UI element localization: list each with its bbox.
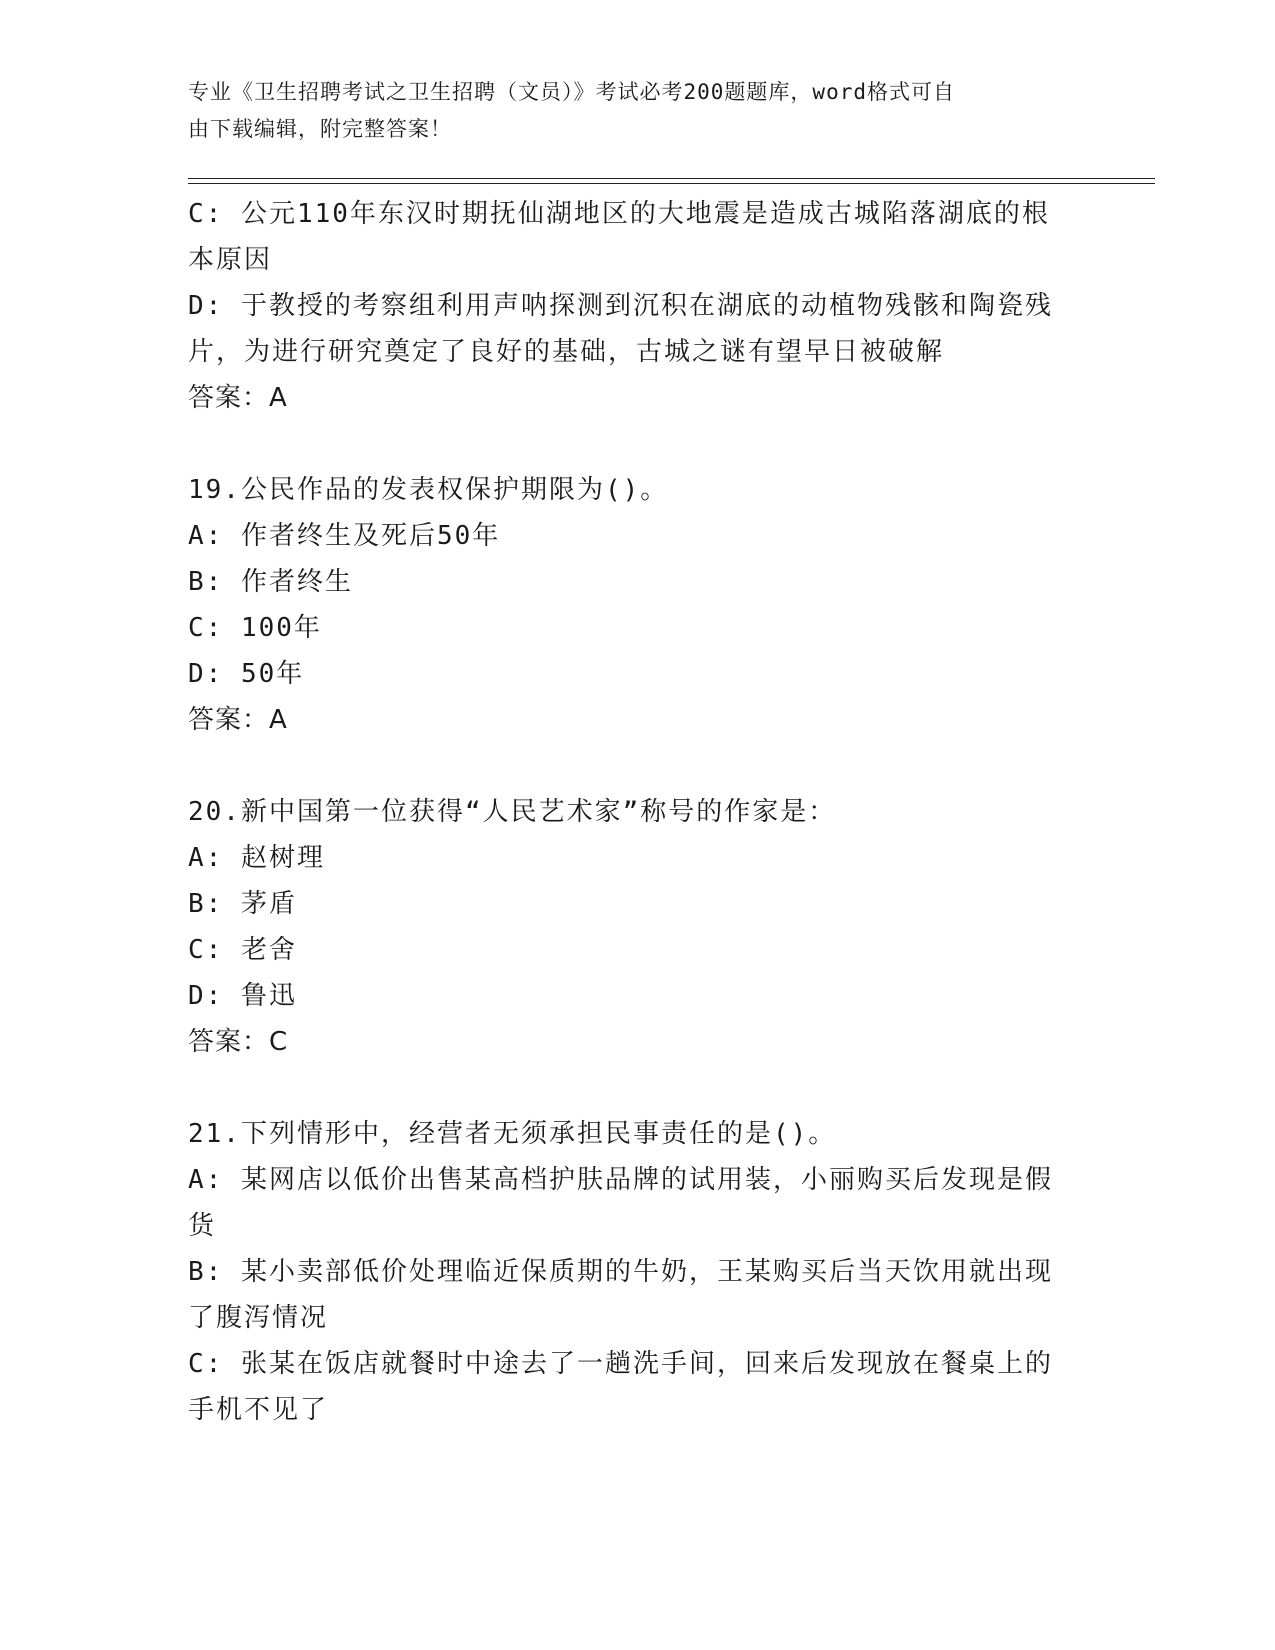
spacer xyxy=(188,743,1078,789)
header-title-line-2: 由下载编辑，附完整答案！ xyxy=(188,117,452,141)
header-title-line-1: 专业《卫生招聘考试之卫生招聘（文员）》考试必考200题题库，word格式可自 xyxy=(188,80,955,104)
question-20 xyxy=(188,789,1078,1065)
spacer xyxy=(188,421,1078,467)
option-d-line-1: D: 于教授的考察组利用声呐探测到沉积在湖底的动植物残骸和陶瓷残 xyxy=(188,291,1053,321)
option-c-line-2: 本原因 xyxy=(188,245,273,275)
option-a: A: 作者终生及死后50年 xyxy=(188,521,501,551)
option-c-line-1: C: 公元110年东汉时期抚仙湖地区的大地震是造成古城陷落湖底的根 xyxy=(188,199,1050,229)
option-a-line-2: 货 xyxy=(188,1211,217,1241)
header-divider-bottom xyxy=(188,183,1155,184)
question-list xyxy=(188,191,1078,1433)
option-c: C: 100年 xyxy=(188,613,322,643)
answer: 答案：A xyxy=(188,705,288,735)
question-text: 20.新中国第一位获得“人民艺术家”称号的作家是： xyxy=(188,797,837,827)
option-c-line-1: C: 张某在饭店就餐时中途去了一趟洗手间，回来后发现放在餐桌上的 xyxy=(188,1349,1053,1379)
spacer xyxy=(188,1065,1078,1111)
header-divider-top xyxy=(188,178,1155,179)
option-b: B: 茅盾 xyxy=(188,889,297,919)
option-a-line-1: A: 某网店以低价出售某高档护肤品牌的试用装，小丽购买后发现是假 xyxy=(188,1165,1053,1195)
question-18-tail xyxy=(188,191,1078,421)
answer: 答案：C xyxy=(188,1027,289,1057)
option-a: A: 赵树理 xyxy=(188,843,325,873)
question-21 xyxy=(188,1111,1078,1433)
option-b-line-1: B: 某小卖部低价处理临近保质期的牛奶，王某购买后当天饮用就出现 xyxy=(188,1257,1053,1287)
option-c: C: 老舍 xyxy=(188,935,297,965)
question-19 xyxy=(188,467,1078,743)
option-b: B: 作者终生 xyxy=(188,567,353,597)
option-b-line-2: 了腹泻情况 xyxy=(188,1303,329,1333)
page-header xyxy=(188,74,1068,148)
question-text: 21.下列情形中，经营者无须承担民事责任的是()。 xyxy=(188,1119,837,1149)
option-c-line-2: 手机不见了 xyxy=(188,1395,329,1425)
answer: 答案：A xyxy=(188,383,288,413)
option-d: D: 鲁迅 xyxy=(188,981,297,1011)
option-d: D: 50年 xyxy=(188,659,305,689)
question-text: 19.公民作品的发表权保护期限为()。 xyxy=(188,475,669,505)
option-d-line-2: 片，为进行研究奠定了良好的基础，古城之谜有望早日被破解 xyxy=(188,337,945,367)
